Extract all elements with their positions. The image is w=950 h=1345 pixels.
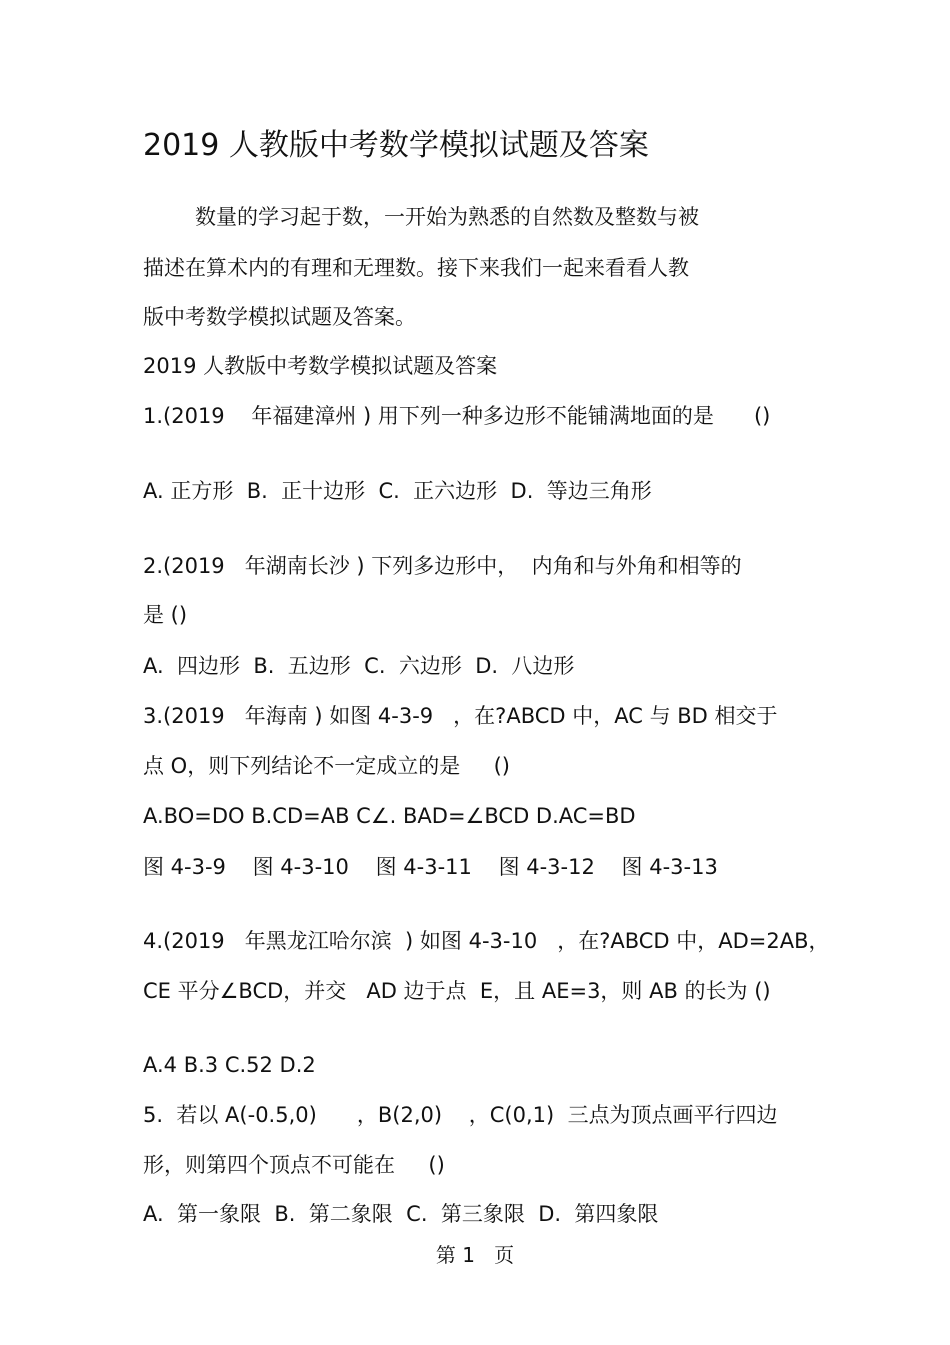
question-5-stem-line-2: 形，则第四个顶点不可能在 () [143,1153,445,1177]
document-title: 2019 人教版中考数学模拟试题及答案 [143,128,649,163]
intro-line-2: 描述在算术内的有理和无理数。接下来我们一起来看看人教 [143,256,689,280]
section-subtitle: 2019 人教版中考数学模拟试题及答案 [143,354,498,378]
question-3-stem-line-2: 点 O，则下列结论不一定成立的是 () [143,754,510,778]
question-4-options: A.4 B.3 C.52 D.2 [143,1053,316,1077]
question-4-stem-line-2: CE 平分∠BCD，并交 AD 边于点 E，且 AE=3，则 AB 的长为 () [143,979,771,1003]
question-2-stem-line-2: 是 () [143,603,188,627]
question-4-stem-line-1: 4.(2019 年黑龙江哈尔滨 ) 如图 4-3-10 ，在?ABCD 中，AD=2AB， [143,929,830,953]
question-3-options: A.BO=DO B.CD=AB C∠. BAD=∠BCD D.AC=BD [143,804,636,828]
intro-line-3: 版中考数学模拟试题及答案。 [143,305,416,329]
question-3-stem-line-1: 3.(2019 年海南 ) 如图 4-3-9 ，在?ABCD 中，AC 与 BD 相交于 [143,704,778,728]
page-footer: 第 1 页 [435,1243,515,1267]
question-1-stem: 1.(2019 年福建漳州 ) 用下列一种多边形不能铺满地面的是 () [143,404,771,428]
figure-captions: 图 4-3-9 图 4-3-10 图 4-3-11 图 4-3-12 图 4-3-13 [143,855,718,879]
intro-line-1: 数量的学习起于数，一开始为熟悉的自然数及整数与被 [195,205,699,229]
question-5-options: A. 第一象限 B. 第二象限 C. 第三象限 D. 第四象限 [143,1202,659,1226]
question-2-options: A. 四边形 B. 五边形 C. 六边形 D. 八边形 [143,654,575,678]
question-1-options: A. 正方形 B. 正十边形 C. 正六边形 D. 等边三角形 [143,479,652,503]
question-2-stem-line-1: 2.(2019 年湖南长沙 ) 下列多边形中， 内角和与外角和相等的 [143,554,742,578]
question-5-stem-line-1: 5. 若以 A(-0.5,0) ，B(2,0) ，C(0,1) 三点为顶点画平行四边 [143,1103,778,1127]
